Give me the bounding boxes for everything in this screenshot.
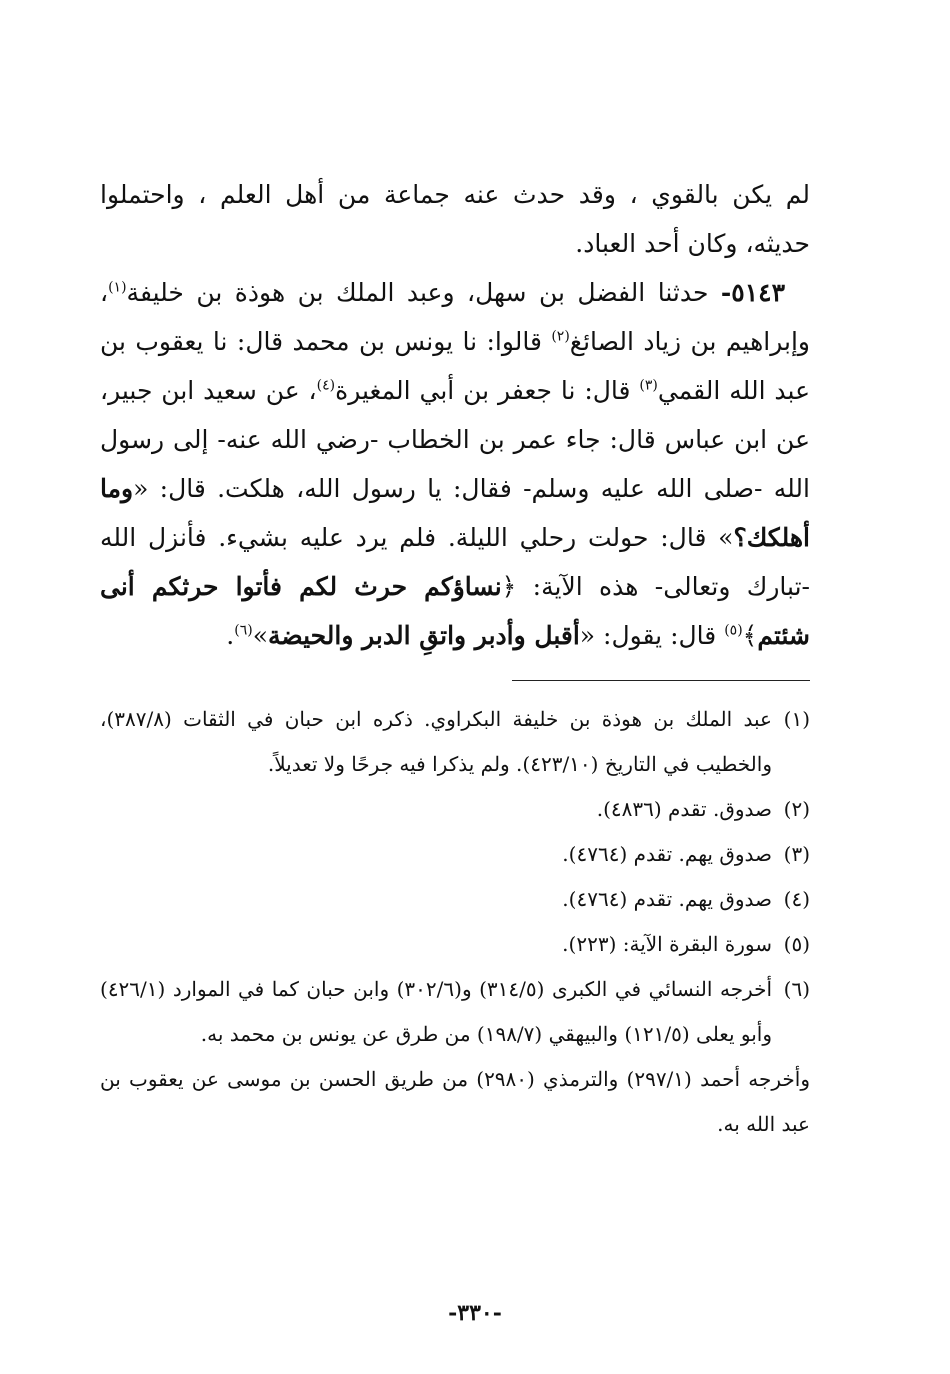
footnote-text: صدوق يهم. تقدم (٤٧٦٤). <box>562 887 772 911</box>
footnote-text: أخرجه النسائي في الكبرى (٣١٤/٥) و(٣٠٢/٦) وابن حبان كما في الموارد (٤٢٦/١) وأبو يعلى (١٢١/٥) والبيهقي (١٩٨/٧) من طرق عن يونس بن محمد به. <box>100 977 773 1046</box>
footnote-text: صدوق. تقدم (٤٨٣٦). <box>596 797 772 821</box>
footnote-number: (٥) <box>783 932 810 956</box>
hadith-paragraph <box>100 268 810 660</box>
footnote-ref[interactable]: (٤) <box>316 377 336 394</box>
main-text <box>100 170 810 660</box>
hadith-text: حدثنا الفضل بن سهل، وعبد الملك بن هوذة بن خليفة <box>126 278 721 307</box>
hadith-text: قال: نا جعفر بن أبي المغيرة <box>335 376 640 405</box>
hadith-text: » <box>252 621 269 650</box>
footnote-6 <box>100 967 810 1057</box>
continuation-paragraph: لم يكن بالقوي ، وقد حدث عنه جماعة من أهل العلم ، واحتملوا حديثه، وكان أحد العباد. <box>100 180 810 258</box>
hadith-quote: وما أهلكك؟ <box>100 474 810 552</box>
hadith-number: ٥١٤٣- <box>720 278 785 307</box>
footnote-5 <box>100 922 810 967</box>
footnote-number: (٤) <box>783 887 810 911</box>
hadith-text: ، عن سعيد ابن جبير، عن ابن عباس قال: جاء عمر بن الخطاب -رضي الله عنه- إلى رسول الله -صلى الله عليه وسلم- فقال: يا رسول الله، هلكت. قال: « <box>100 376 810 503</box>
quran-verse: نساؤكم حرث لكم فأتوا حرثكم أنى شئتم <box>100 572 810 650</box>
footnote-text: عبد الملك بن هوذة بن خليفة البكراوي. ذكره ابن حبان في الثقات (٣٨٧/٨)، والخطيب في التاريخ (٤٢٣/١٠). ولم يذكرا فيه جرحًا ولا تعديلاً. <box>100 707 772 776</box>
footnote-ref[interactable]: (٥) <box>724 622 743 639</box>
footnote-1 <box>100 697 810 787</box>
page-number: -٣٣٠- <box>448 1300 502 1326</box>
footnote-number: (١) <box>783 707 810 731</box>
footnote-number: (٦) <box>783 977 810 1001</box>
footnote-divider <box>512 680 810 681</box>
hadith-text: قال: يقول: « <box>579 621 725 650</box>
footnote-ref[interactable]: (١) <box>108 279 127 296</box>
footnote-number: (٣) <box>783 842 810 866</box>
hadith-text: ، وإبراهيم بن زياد الصائغ <box>100 278 810 356</box>
hadith-text: ﴾ <box>742 621 758 650</box>
footnotes-section <box>100 697 810 1147</box>
hadith-text: . <box>226 621 235 650</box>
footnote-text: صدوق يهم. تقدم (٤٧٦٤). <box>562 842 772 866</box>
footnote-number: (٢) <box>783 797 810 821</box>
footnote-ref[interactable]: (٦) <box>234 622 253 639</box>
footnote-6-continuation: وأخرجه أحمد (٢٩٧/١) والترمذي (٢٩٨٠) من طريق الحسن بن موسى عن يعقوب بن عبد الله به. <box>100 1067 810 1136</box>
footnote-ref[interactable]: (٢) <box>551 328 570 345</box>
footnote-ref[interactable]: (٣) <box>639 377 658 394</box>
hadith-text: » قال: حولت رحلي الليلة. فلم يرد عليه بشيء. فأنزل الله -تبارك وتعالى- هذه الآية: ﴿ <box>100 523 810 601</box>
footnote-4 <box>100 877 810 922</box>
hadith-quote: أقبل وأدبر واتقِ الدبر والحيضة <box>268 621 580 650</box>
footnote-text: سورة البقرة الآية: (٢٢٣). <box>562 932 772 956</box>
hadith-text: قالوا: نا يونس بن محمد قال: نا يعقوب بن عبد الله القمي <box>100 327 810 405</box>
footnote-2 <box>100 787 810 832</box>
footnote-3 <box>100 832 810 877</box>
